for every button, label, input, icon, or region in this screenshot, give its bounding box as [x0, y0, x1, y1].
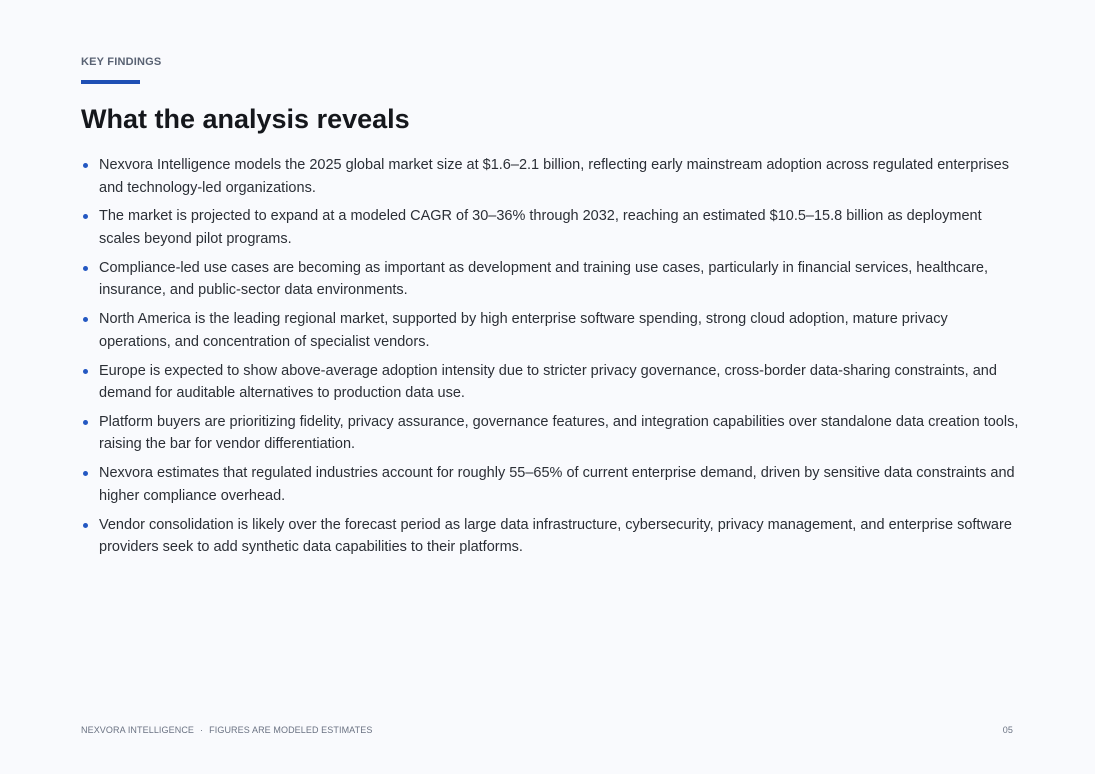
finding-item	[81, 360, 1021, 405]
finding-text: The market is projected to expand at a modeled CAGR of 30–36% through 2032, reaching an estimated $10.5–15.8 billion as deployment scales beyond pilot programs.	[99, 208, 982, 247]
title-accent-bar	[81, 80, 140, 84]
finding-item	[81, 411, 1021, 456]
bullet-dot-icon	[83, 369, 88, 374]
finding-text: Nexvora estimates that regulated industries account for roughly 55–65% of current enterprise demand, driven by sensitive data constraints and higher compliance overhead.	[99, 465, 1015, 504]
page-title: What the analysis reveals	[81, 104, 410, 134]
bullet-dot-icon	[83, 266, 88, 271]
footer-note: FIGURES ARE MODELED ESTIMATES	[209, 725, 373, 735]
finding-item	[81, 257, 1021, 302]
page-number: 05	[1002, 725, 1013, 735]
finding-text: Nexvora Intelligence models the 2025 global market size at $1.6–2.1 billion, reflecting early mainstream adoption across regulated enterprises and technology-led organizations.	[99, 157, 1009, 196]
bullet-dot-icon	[83, 317, 88, 322]
footer-brand: NEXVORA INTELLIGENCE	[81, 725, 195, 735]
finding-text: Compliance-led use cases are becoming as important as development and training use cases, particularly in financial services, healthcare, insurance, and public-sector data environments.	[99, 259, 988, 299]
finding-text: North America is the leading regional market, supported by high enterprise software spending, strong cloud adoption, mature privacy operations, and concentration of specialist vendors.	[99, 311, 948, 350]
finding-item	[81, 205, 1021, 250]
bullet-dot-icon	[83, 420, 88, 425]
finding-item	[81, 154, 1021, 199]
finding-item	[81, 308, 1021, 353]
footer-source	[81, 724, 372, 736]
findings-list	[81, 154, 1021, 565]
bullet-dot-icon	[83, 214, 88, 219]
finding-item	[81, 514, 1021, 559]
bullet-dot-icon	[83, 471, 88, 476]
bullet-dot-icon	[83, 163, 88, 168]
footer-separator: ·	[200, 725, 204, 735]
finding-text: Platform buyers are prioritizing fidelity, privacy assurance, governance features, and integration capabilities over standalone data creation tools, raising the bar for vendor differentiation.	[99, 413, 1019, 453]
finding-text: Europe is expected to show above-average adoption intensity due to stricter privacy governance, cross-border data-sharing constraints, and demand for auditable alternatives to production data use.	[99, 362, 997, 402]
finding-item	[81, 462, 1021, 507]
finding-text: Vendor consolidation is likely over the forecast period as large data infrastructure, cybersecurity, privacy management, and enterprise software providers seek to add synthetic data capabilities to their platforms.	[99, 516, 1012, 556]
section-eyebrow: KEY FINDINGS	[81, 56, 162, 68]
bullet-dot-icon	[83, 523, 88, 528]
